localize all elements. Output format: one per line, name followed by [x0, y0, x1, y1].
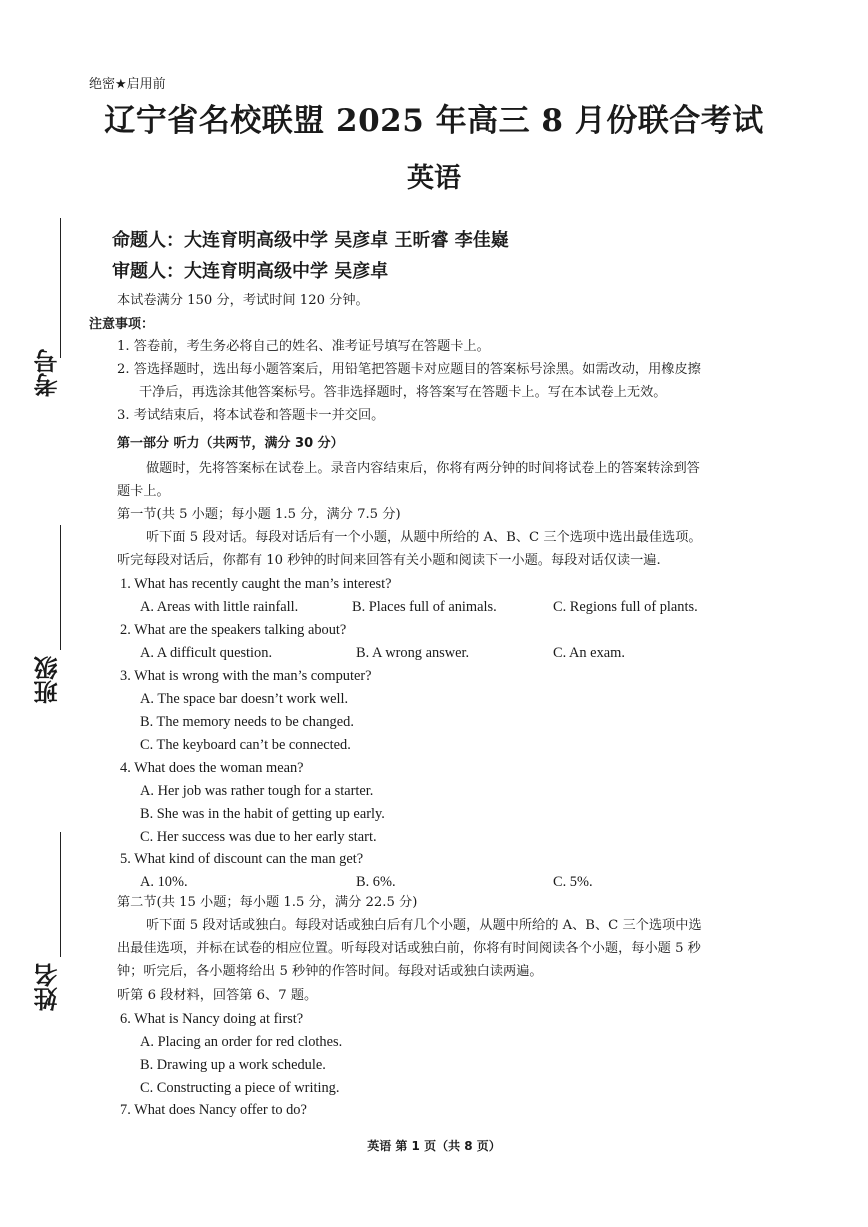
question-1-stem: 1. What has recently caught the man’s interest?: [120, 576, 392, 592]
part1-instr-1: 做题时，先将答案标在试卷上。录音内容结束后，你将有两分钟的时间将试卷上的答案转涂到答: [146, 461, 700, 476]
question-6-stem: 6. What is Nancy doing at first?: [120, 1011, 304, 1027]
section1-heading: 第一节(共 5 小题；每小题 1.5 分，满分 7.5 分): [117, 507, 401, 522]
part1-instr-2: 题卡上。: [117, 484, 170, 499]
question-6-option-b: B. Drawing up a work schedule.: [140, 1057, 326, 1073]
part1-heading: 第一部分 听力（共两节，满分 30 分）: [117, 436, 344, 451]
question-4-stem: 4. What does the woman mean?: [120, 760, 304, 776]
question-2-option-c: C. An exam.: [553, 645, 625, 661]
exam-no-underline: [60, 218, 61, 358]
class-underline: [60, 525, 61, 650]
question-7-stem: 7. What does Nancy offer to do?: [120, 1102, 307, 1118]
section2-instr-2: 出最佳选项，并标在试卷的相应位置。听每段对话或独白前，你将有时间阅读各个小题，每小题 5 秒: [117, 941, 701, 956]
notes-heading: 注意事项：: [89, 317, 155, 332]
question-2-stem: 2. What are the speakers talking about?: [120, 622, 347, 638]
question-5-option-b: B. 6%.: [356, 874, 396, 890]
question-5-option-c: C. 5%.: [553, 874, 593, 890]
question-1-option-a: A. Areas with little rainfall.: [140, 599, 299, 615]
question-1-option-b: B. Places full of animals.: [352, 599, 497, 615]
note-item-2-cont: 干净后，再选涂其他答案标号。答非选择题时，将答案写在答题卡上。写在本试卷上无效。: [139, 385, 667, 400]
name-underline: [60, 832, 61, 957]
question-3-stem: 3. What is wrong with the man’s computer?: [120, 668, 372, 684]
question-1-option-c: C. Regions full of plants.: [553, 599, 698, 615]
secret-mark: 绝密★启用前: [89, 77, 166, 92]
note-item-2: 2. 答选择题时，选出每小题答案后，用铅笔把答题卡对应题目的答案标号涂黑。如需改动，用橡皮擦: [117, 362, 701, 377]
section1-instr-1: 听下面 5 段对话。每段对话后有一个小题，从题中所给的 A、B、C 三个选项中选出最佳选项。: [146, 530, 702, 545]
question-3-option-c: C. The keyboard can’t be connected.: [140, 737, 351, 753]
name-label: 姓名: [34, 963, 62, 1011]
question-6-option-a: A. Placing an order for red clothes.: [140, 1034, 343, 1050]
question-3-option-a: A. The space bar doesn’t work well.: [140, 691, 349, 707]
question-5-stem: 5. What kind of discount can the man get?: [120, 851, 364, 867]
subject-title: 英语: [407, 163, 461, 194]
question-2-option-b: B. A wrong answer.: [356, 645, 470, 661]
question-setter: 命题人：大连育明高级中学 吴彦卓 王昕睿 李佳嶷: [112, 230, 509, 251]
section1-instr-2: 听完每段对话后，你都有 10 秒钟的时间来回答有关小题和阅读下一小题。每段对话仅读一遍.: [117, 553, 661, 568]
section2-heading: 第二节(共 15 小题；每小题 1.5 分，满分 22.5 分): [117, 895, 418, 910]
exam-title: 辽宁省名校联盟 2025 年高三 8 月份联合考试: [104, 103, 764, 139]
page-footer: 英语 第 1 页（共 8 页）: [367, 1139, 501, 1153]
question-4-option-b: B. She was in the habit of getting up early.: [140, 806, 385, 822]
question-4-option-a: A. Her job was rather tough for a starter.: [140, 783, 374, 799]
section2-instr-1: 听下面 5 段对话或独白。每段对话或独白后有几个小题，从题中所给的 A、B、C 三个选项中选: [146, 918, 702, 933]
question-reviewer: 审题人：大连育明高级中学 吴彦卓: [112, 261, 389, 282]
question-3-option-b: B. The memory needs to be changed.: [140, 714, 354, 730]
question-6-option-c: C. Constructing a piece of writing.: [140, 1080, 340, 1096]
material-6-label: 听第 6 段材料，回答第 6、7 题。: [117, 988, 318, 1003]
question-4-option-c: C. Her success was due to her early start.: [140, 829, 377, 845]
note-item-1: 1. 答卷前，考生务必将自己的姓名、准考证号填写在答题卡上。: [117, 339, 490, 354]
section2-instr-3: 钟；听完后，各小题将给出 5 秒钟的作答时间。每段对话或独白读两遍。: [117, 964, 543, 979]
intro-text: 本试卷满分 150 分，考试时间 120 分钟。: [117, 293, 369, 308]
class-label: 班级: [34, 656, 62, 704]
exam-no-label: 考号: [34, 349, 62, 397]
note-item-3: 3. 考试结束后，将本试卷和答题卡一并交回。: [117, 408, 385, 423]
question-5-option-a: A. 10%.: [140, 874, 188, 890]
question-2-option-a: A. A difficult question.: [140, 645, 273, 661]
